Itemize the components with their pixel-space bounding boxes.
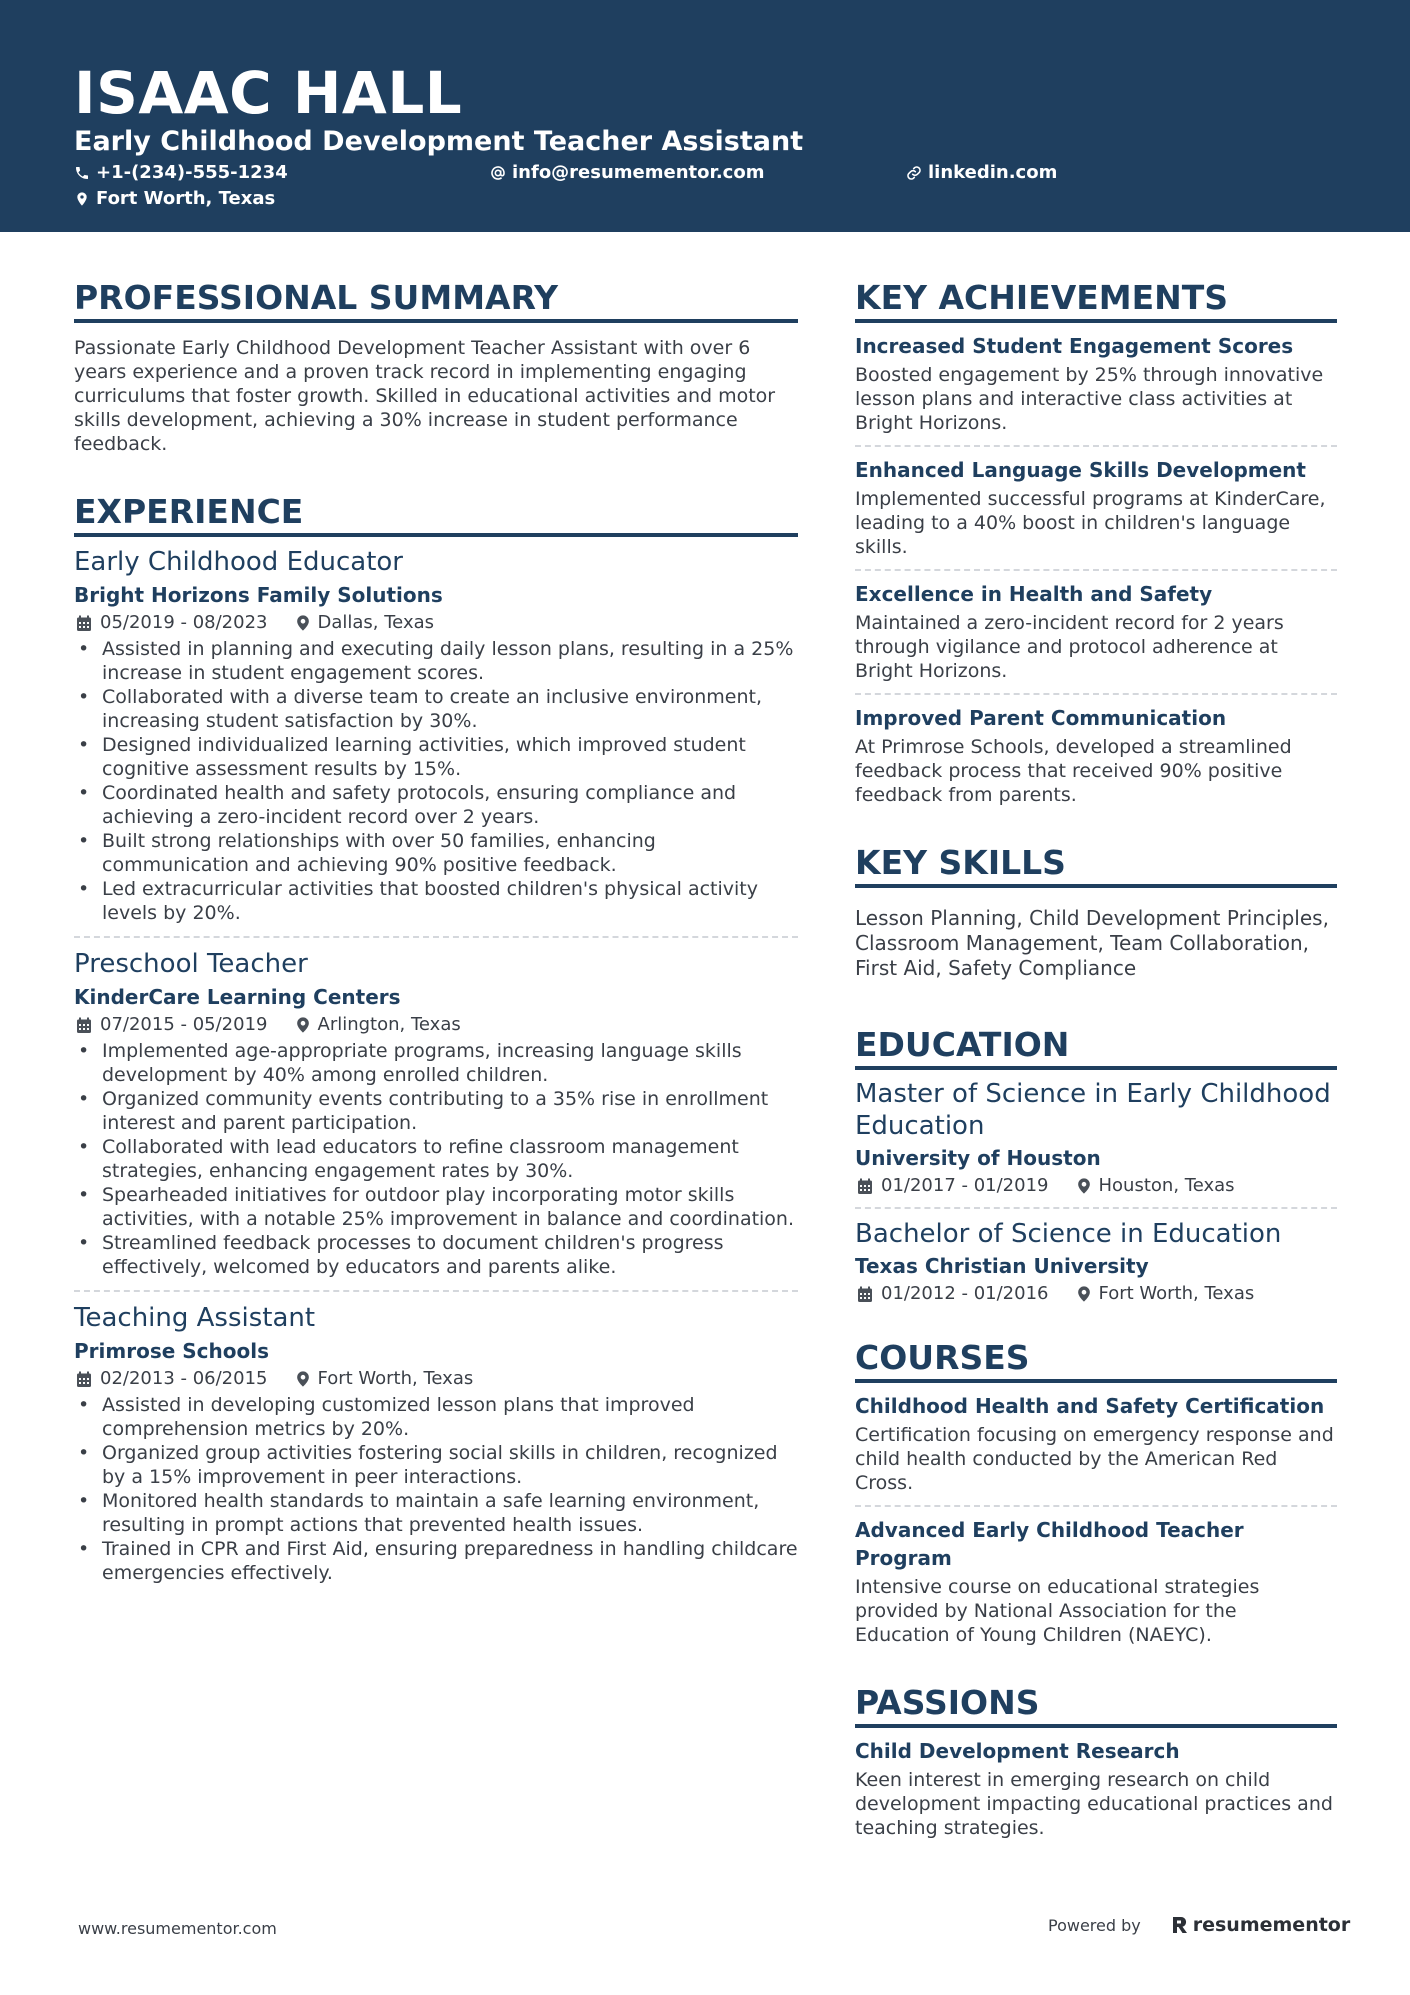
phone-icon bbox=[74, 165, 90, 181]
experience-entry bbox=[74, 545, 798, 925]
list-item: • Assisted in planning and executing daily lesson plans, resulting in a 25% increase in student engagement scores. bbox=[74, 637, 798, 685]
achievement-title: Enhanced Language Skills Development bbox=[855, 458, 1306, 482]
list-item: • Coordinated health and safety protocols, ensuring compliance and achieving a zero-incident record over 2 years. bbox=[74, 781, 798, 829]
resume-header bbox=[0, 0, 1410, 232]
list-item: • Built strong relationships with over 50 families, enhancing communication and achieving 90% positive feedback. bbox=[74, 829, 798, 877]
contact-email[interactable] bbox=[490, 161, 764, 185]
skills-text: Lesson Planning, Child Development Principles, Classroom Management, Team Collaboration, First Aid, Safety Compliance bbox=[855, 906, 1329, 980]
education-heading: EDUCATION bbox=[855, 1025, 1337, 1070]
achievement-text: Boosted engagement by 25% through innovative lesson plans and interactive class activities at Bright Horizons. bbox=[855, 364, 1324, 434]
course-text: Intensive course on educational strategies provided by National Association for the Education of Young Children (NAEYC). bbox=[855, 1576, 1260, 1646]
job-dates: 05/2019 - 08/2023 bbox=[100, 612, 268, 633]
list-item: • Monitored health standards to maintain a safe learning environment, resulting in prompt actions that prevented health issues. bbox=[74, 1489, 798, 1537]
summary-text: Passionate Early Childhood Development Teacher Assistant with over 6 years experience and a proven track record in implementing engaging curriculums that foster growth. Skilled in educational activities and motor skills development, achieving a 30% increase in student performance feedback. bbox=[74, 337, 776, 455]
location-pin-icon bbox=[296, 1016, 310, 1034]
list-item: • Assisted in developing customized lesson plans that improved comprehension metrics by 20%. bbox=[74, 1393, 798, 1441]
location-pin-icon bbox=[74, 191, 90, 207]
divider bbox=[855, 1207, 1337, 1209]
powered-by-label: Powered by bbox=[1048, 1915, 1141, 1935]
list-item: • Spearheaded initiatives for outdoor play incorporating motor skills activities, with a notable 25% improvement in balance and coordination. bbox=[74, 1183, 798, 1231]
passion-text: Keen interest in emerging research on child development impacting educational practices and teaching strategies. bbox=[855, 1769, 1333, 1839]
list-item: • Streamlined feedback processes to document children's progress effectively, welcomed by educators and parents alike. bbox=[74, 1231, 798, 1279]
education-meta bbox=[857, 1282, 1337, 1306]
list-item: • Collaborated with a diverse team to create an inclusive environment, increasing student satisfaction by 30%. bbox=[74, 685, 798, 733]
education-dates: 01/2017 - 01/2019 bbox=[881, 1175, 1049, 1196]
job-bullets bbox=[74, 1039, 798, 1279]
job-bullets bbox=[74, 1393, 798, 1585]
education-location: Houston, Texas bbox=[1098, 1175, 1235, 1196]
location-pin-icon bbox=[296, 1370, 310, 1388]
contact-linkedin[interactable] bbox=[906, 161, 1057, 185]
education-meta bbox=[857, 1174, 1337, 1198]
course-title: Advanced Early Childhood Teacher Program bbox=[855, 1518, 1244, 1570]
job-title: Early Childhood Educator bbox=[74, 547, 403, 577]
degree-title: Master of Science in Early Childhood Education bbox=[855, 1079, 1331, 1141]
list-item: • Implemented age-appropriate programs, increasing language skills development by 40% among enrolled children. bbox=[74, 1039, 798, 1087]
footer-powered-by bbox=[1048, 1914, 1350, 1936]
list-item: • Designed individualized learning activities, which improved student cognitive assessment results by 15%. bbox=[74, 733, 798, 781]
linkedin-text: linkedin.com bbox=[928, 162, 1058, 183]
calendar-icon bbox=[857, 1286, 873, 1303]
calendar-icon bbox=[76, 615, 92, 632]
education-entry bbox=[855, 1078, 1337, 1198]
job-title: Teaching Assistant bbox=[74, 1303, 316, 1333]
school-name: University of Houston bbox=[855, 1146, 1101, 1170]
left-column bbox=[74, 278, 798, 1585]
divider bbox=[855, 1505, 1337, 1507]
job-bullets bbox=[74, 637, 798, 925]
achievements-heading: KEY ACHIEVEMENTS bbox=[855, 278, 1337, 323]
passion-title: Child Development Research bbox=[855, 1739, 1180, 1763]
divider bbox=[74, 1290, 798, 1292]
job-location: Arlington, Texas bbox=[317, 1014, 461, 1035]
job-meta bbox=[76, 1367, 798, 1391]
contact-phone[interactable] bbox=[74, 161, 288, 185]
job-title: Preschool Teacher bbox=[74, 949, 308, 979]
company-name: KinderCare Learning Centers bbox=[74, 985, 401, 1009]
location-pin-icon bbox=[1077, 1285, 1091, 1303]
experience-heading: EXPERIENCE bbox=[74, 492, 798, 537]
experience-entry bbox=[74, 947, 798, 1279]
location-pin-icon bbox=[1077, 1177, 1091, 1195]
brand-logo[interactable] bbox=[1171, 1914, 1351, 1936]
achievement-text: Maintained a zero-incident record for 2 years through vigilance and protocol adherence at Bright Horizons. bbox=[855, 612, 1284, 682]
achievement-title: Increased Student Engagement Scores bbox=[855, 334, 1294, 358]
list-item: • Led extracurricular activities that boosted children's physical activity levels by 20%. bbox=[74, 877, 798, 925]
job-meta bbox=[76, 1013, 798, 1037]
degree-title: Bachelor of Science in Education bbox=[855, 1219, 1282, 1249]
list-item: • Trained in CPR and First Aid, ensuring preparedness in handling childcare emergencies effectively. bbox=[74, 1537, 798, 1585]
candidate-title: Early Childhood Development Teacher Assistant bbox=[74, 126, 804, 157]
candidate-name: ISAAC HALL bbox=[74, 59, 463, 127]
divider bbox=[74, 936, 798, 938]
achievement-title: Improved Parent Communication bbox=[855, 706, 1227, 730]
right-column bbox=[855, 278, 1337, 1840]
calendar-icon bbox=[76, 1017, 92, 1034]
contact-location bbox=[74, 187, 275, 211]
passion-item bbox=[855, 1737, 1337, 1840]
divider bbox=[855, 445, 1337, 447]
courses-heading: COURSES bbox=[855, 1338, 1337, 1383]
job-meta bbox=[76, 611, 798, 635]
passions-heading: PASSIONS bbox=[855, 1683, 1337, 1728]
education-entry bbox=[855, 1218, 1337, 1306]
achievement-text: Implemented successful programs at KinderCare, leading to a 40% boost in children's language skills. bbox=[855, 488, 1326, 558]
calendar-icon bbox=[76, 1371, 92, 1388]
experience-entry bbox=[74, 1301, 798, 1585]
education-dates: 01/2012 - 01/2016 bbox=[881, 1283, 1049, 1304]
divider bbox=[855, 693, 1337, 695]
job-dates: 02/2013 - 06/2015 bbox=[100, 1368, 268, 1389]
brand-name: resumementor bbox=[1192, 1914, 1351, 1936]
job-location: Dallas, Texas bbox=[317, 612, 434, 633]
achievement-item bbox=[855, 704, 1337, 807]
achievement-item bbox=[855, 580, 1337, 683]
course-text: Certification focusing on emergency response and child health conducted by the American Red Cross. bbox=[855, 1424, 1334, 1494]
achievement-text: At Primrose Schools, developed a streamlined feedback process that received 90% positive feedback from parents. bbox=[855, 736, 1292, 806]
achievement-item bbox=[855, 456, 1337, 559]
phone-text: +1-(234)-555-1234 bbox=[96, 162, 288, 183]
link-icon bbox=[906, 165, 922, 181]
email-text: info@resumementor.com bbox=[512, 162, 765, 183]
brand-logo-icon bbox=[1171, 1915, 1189, 1935]
calendar-icon bbox=[857, 1178, 873, 1195]
company-name: Primrose Schools bbox=[74, 1339, 269, 1363]
education-location: Fort Worth, Texas bbox=[1098, 1283, 1255, 1304]
list-item: • Collaborated with lead educators to refine classroom management strategies, enhancing engagement rates by 30%. bbox=[74, 1135, 798, 1183]
at-icon bbox=[490, 165, 506, 181]
summary-heading: PROFESSIONAL SUMMARY bbox=[74, 278, 798, 323]
location-text: Fort Worth, Texas bbox=[96, 188, 276, 209]
location-pin-icon bbox=[296, 614, 310, 632]
list-item: • Organized group activities fostering social skills in children, recognized by a 15% improvement in peer interactions. bbox=[74, 1441, 798, 1489]
achievement-item bbox=[855, 332, 1337, 435]
job-location: Fort Worth, Texas bbox=[317, 1368, 474, 1389]
footer-website[interactable]: www.resumementor.com bbox=[78, 1919, 277, 1938]
achievement-title: Excellence in Health and Safety bbox=[855, 582, 1213, 606]
job-dates: 07/2015 - 05/2019 bbox=[100, 1014, 268, 1035]
list-item: • Organized community events contributing to a 35% rise in enrollment interest and parent participation. bbox=[74, 1087, 798, 1135]
divider bbox=[855, 569, 1337, 571]
school-name: Texas Christian University bbox=[855, 1254, 1149, 1278]
course-item bbox=[855, 1516, 1337, 1647]
company-name: Bright Horizons Family Solutions bbox=[74, 583, 443, 607]
skills-heading: KEY SKILLS bbox=[855, 843, 1337, 888]
course-item bbox=[855, 1392, 1337, 1495]
course-title: Childhood Health and Safety Certification bbox=[855, 1394, 1325, 1418]
